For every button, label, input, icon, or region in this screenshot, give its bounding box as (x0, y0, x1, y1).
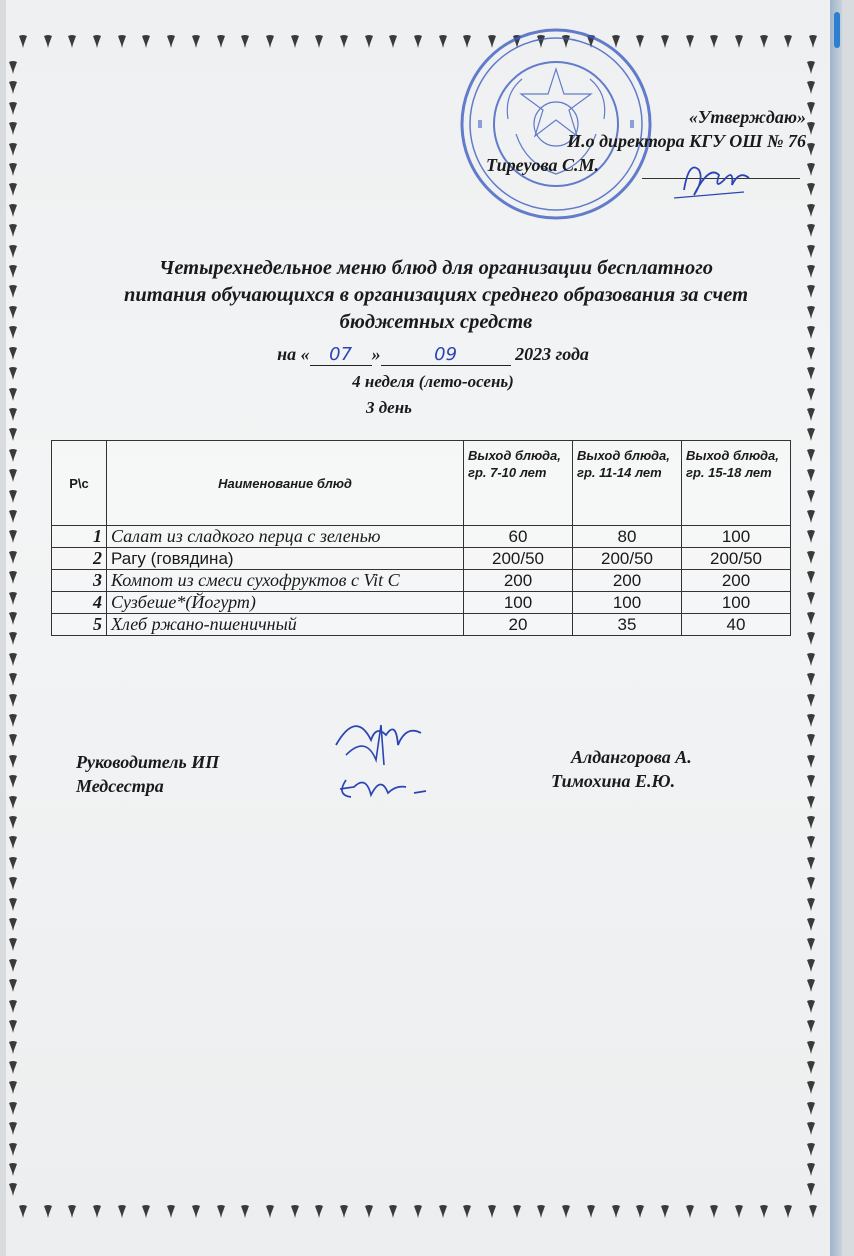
border-ornament-icon (806, 468, 816, 483)
border-ornament-icon (808, 34, 818, 49)
border-ornament-icon (166, 34, 176, 49)
binder-edge (830, 0, 842, 1256)
border-ornament-icon (8, 284, 18, 299)
dish-name: Хлеб ржано-пшеничный (107, 614, 464, 636)
border-ornament-icon (806, 223, 816, 238)
border-ornament-icon (265, 1204, 275, 1219)
border-ornament-icon (8, 1019, 18, 1034)
yield-7-10: 100 (464, 592, 573, 614)
border-ornament-icon (806, 121, 816, 136)
border-ornament-icon (265, 34, 275, 49)
table-row (52, 614, 791, 636)
border-ornament-icon (339, 1204, 349, 1219)
border-ornament-icon (8, 468, 18, 483)
border-ornament-icon (806, 1060, 816, 1075)
table-row (52, 570, 791, 592)
border-ornament-icon (806, 672, 816, 687)
border-ornament-icon (8, 1121, 18, 1136)
row-num: 5 (52, 614, 107, 636)
border-ornament-icon (290, 34, 300, 49)
border-ornament-icon (806, 631, 816, 646)
border-ornament-icon (709, 34, 719, 49)
border-ornament-icon (438, 1204, 448, 1219)
border-ornament-icon (734, 34, 744, 49)
border-ornament-icon (806, 591, 816, 606)
border-ornament-icon (806, 856, 816, 871)
border-ornament-icon (8, 693, 18, 708)
border-ornament-icon (808, 1204, 818, 1219)
border-ornament-icon (8, 60, 18, 75)
dish-name: Сузбеше*(Йогурт) (107, 592, 464, 614)
date-prefix: на « (277, 344, 310, 364)
yield-7-10: 20 (464, 614, 573, 636)
dish-name: Салат из сладкого перца с зеленью (107, 526, 464, 548)
border-ornament-icon (806, 509, 816, 524)
border-ornament-icon (191, 1204, 201, 1219)
border-ornament-icon (8, 550, 18, 565)
border-ornament-icon (8, 1080, 18, 1095)
border-ornament-icon (364, 34, 374, 49)
border-ornament-icon (117, 34, 127, 49)
border-ornament-icon (660, 34, 670, 49)
border-ornament-icon (141, 1204, 151, 1219)
border-ornament-icon (806, 1019, 816, 1034)
border-ornament-icon (806, 570, 816, 585)
day-label: 3 день (366, 398, 412, 417)
menu-table (51, 440, 791, 636)
signatories-roles (76, 750, 219, 798)
border-ornament-icon (8, 142, 18, 157)
border-ornament-icon (8, 101, 18, 116)
title-line-1: Четырехнедельное меню блюд для организации бесплатного (158, 257, 714, 279)
director-signature (664, 150, 764, 208)
border-ornament-icon (611, 1204, 621, 1219)
name-manager: Алдангорова А. (571, 747, 692, 767)
yield-11-14: 80 (573, 526, 682, 548)
yield-15-18: 40 (682, 614, 791, 636)
yield-7-10: 60 (464, 526, 573, 548)
border-ornament-icon (783, 1204, 793, 1219)
border-ornament-icon (512, 1204, 522, 1219)
border-ornament-icon (806, 489, 816, 504)
border-ornament-icon (8, 1101, 18, 1116)
date-mid: » (371, 344, 381, 364)
border-ornament-icon (806, 182, 816, 197)
border-ornament-icon (8, 754, 18, 769)
border-ornament-icon (216, 34, 226, 49)
border-ornament-icon (806, 1182, 816, 1197)
border-ornament-icon (43, 34, 53, 49)
border-ornament-icon (388, 34, 398, 49)
border-ornament-icon (8, 733, 18, 748)
yield-11-14: 35 (573, 614, 682, 636)
border-ornament-icon (8, 448, 18, 463)
border-ornament-icon (806, 835, 816, 850)
border-ornament-icon (806, 80, 816, 95)
border-ornament-icon (8, 815, 18, 830)
border-ornament-icon (413, 34, 423, 49)
border-ornament-icon (660, 1204, 670, 1219)
table-row (52, 548, 791, 570)
border-ornament-icon (806, 978, 816, 993)
border-ornament-icon (92, 34, 102, 49)
border-ornament-icon (8, 611, 18, 626)
border-ornament-icon (806, 1162, 816, 1177)
border-ornament-icon (8, 529, 18, 544)
ornament-border-top (18, 34, 818, 54)
table-row (52, 592, 791, 614)
border-ornament-icon (806, 611, 816, 626)
title-line-2: питания обучающихся в организациях среднего образования за счет (123, 284, 749, 306)
border-ornament-icon (117, 1204, 127, 1219)
border-ornament-icon (314, 1204, 324, 1219)
date-day: 07 (310, 344, 372, 366)
title-line-3: бюджетных средств (339, 311, 533, 333)
dish-name: Компот из смеси сухофруктов с Vit C (107, 570, 464, 592)
border-ornament-icon (8, 264, 18, 279)
border-ornament-icon (561, 1204, 571, 1219)
border-ornament-icon (67, 34, 77, 49)
border-ornament-icon (806, 876, 816, 891)
border-ornament-icon (806, 958, 816, 973)
border-ornament-icon (806, 162, 816, 177)
yield-15-18: 200 (682, 570, 791, 592)
yield-15-18: 100 (682, 592, 791, 614)
border-ornament-icon (806, 937, 816, 952)
border-ornament-icon (8, 876, 18, 891)
border-ornament-icon (806, 733, 816, 748)
border-ornament-icon (216, 1204, 226, 1219)
approval-name: Тиреуова С.М. (486, 155, 599, 175)
border-ornament-icon (8, 489, 18, 504)
border-ornament-icon (8, 999, 18, 1014)
border-ornament-icon (806, 427, 816, 442)
yield-15-18: 200/50 (682, 548, 791, 570)
name-nurse: Тимохина Е.Ю. (551, 771, 676, 791)
border-ornament-icon (8, 121, 18, 136)
border-ornament-icon (240, 34, 250, 49)
date-line (6, 344, 842, 366)
yield-11-14: 200 (573, 570, 682, 592)
border-ornament-icon (806, 448, 816, 463)
date-year: 2023 года (515, 344, 589, 364)
border-ornament-icon (8, 774, 18, 789)
header-num: Р\с (52, 441, 107, 526)
border-ornament-icon (8, 713, 18, 728)
border-ornament-icon (141, 34, 151, 49)
yield-15-18: 100 (682, 526, 791, 548)
border-ornament-icon (8, 591, 18, 606)
border-ornament-icon (806, 60, 816, 75)
border-ornament-icon (191, 34, 201, 49)
table-row (52, 526, 791, 548)
row-num: 2 (52, 548, 107, 570)
border-ornament-icon (67, 1204, 77, 1219)
border-ornament-icon (536, 1204, 546, 1219)
ornament-border-bottom (18, 1204, 818, 1224)
header-yield-15-18: Выход блюда, гр. 15-18 лет (682, 441, 791, 526)
border-ornament-icon (806, 101, 816, 116)
table-header-row (52, 441, 791, 526)
border-ornament-icon (8, 835, 18, 850)
border-ornament-icon (8, 1162, 18, 1177)
border-ornament-icon (8, 223, 18, 238)
ornament-border-left (8, 60, 22, 1198)
role-manager: Руководитель ИП (76, 752, 220, 772)
yield-11-14: 100 (573, 592, 682, 614)
border-ornament-icon (806, 713, 816, 728)
border-ornament-icon (8, 652, 18, 667)
border-ornament-icon (8, 1182, 18, 1197)
border-ornament-icon (240, 1204, 250, 1219)
border-ornament-icon (364, 1204, 374, 1219)
ornament-border-right (806, 60, 820, 1198)
row-num: 4 (52, 592, 107, 614)
border-ornament-icon (8, 631, 18, 646)
border-ornament-icon (806, 897, 816, 912)
border-ornament-icon (8, 570, 18, 585)
border-ornament-icon (685, 1204, 695, 1219)
border-ornament-icon (43, 1204, 53, 1219)
border-ornament-icon (8, 182, 18, 197)
border-ornament-icon (806, 693, 816, 708)
border-ornament-icon (759, 1204, 769, 1219)
header-yield-7-10: Выход блюда, гр. 7-10 лет (464, 441, 573, 526)
border-ornament-icon (8, 1142, 18, 1157)
border-ornament-icon (92, 1204, 102, 1219)
border-ornament-icon (8, 1040, 18, 1055)
border-ornament-icon (487, 1204, 497, 1219)
border-ornament-icon (806, 1101, 816, 1116)
border-ornament-icon (339, 34, 349, 49)
border-ornament-icon (806, 1142, 816, 1157)
border-ornament-icon (8, 407, 18, 422)
border-ornament-icon (734, 1204, 744, 1219)
border-ornament-icon (783, 34, 793, 49)
border-ornament-icon (290, 1204, 300, 1219)
border-ornament-icon (462, 1204, 472, 1219)
border-ornament-icon (8, 897, 18, 912)
border-ornament-icon (8, 244, 18, 259)
border-ornament-icon (806, 1121, 816, 1136)
document-page (6, 0, 842, 1256)
border-ornament-icon (806, 142, 816, 157)
border-ornament-icon (685, 34, 695, 49)
border-ornament-icon (8, 958, 18, 973)
signatories-names (551, 745, 692, 793)
border-ornament-icon (806, 754, 816, 769)
border-ornament-icon (806, 1040, 816, 1055)
row-num: 1 (52, 526, 107, 548)
dish-name: Рагу (говядина) (107, 548, 464, 570)
border-ornament-icon (586, 1204, 596, 1219)
border-ornament-icon (8, 203, 18, 218)
border-ornament-icon (8, 509, 18, 524)
border-ornament-icon (806, 1080, 816, 1095)
border-ornament-icon (8, 1060, 18, 1075)
border-ornament-icon (8, 978, 18, 993)
border-ornament-icon (438, 34, 448, 49)
border-ornament-icon (806, 529, 816, 544)
yield-11-14: 200/50 (573, 548, 682, 570)
border-ornament-icon (8, 325, 18, 340)
border-ornament-icon (806, 550, 816, 565)
border-ornament-icon (635, 1204, 645, 1219)
border-ornament-icon (8, 917, 18, 932)
border-ornament-icon (18, 34, 28, 49)
border-ornament-icon (8, 856, 18, 871)
border-ornament-icon (8, 427, 18, 442)
border-ornament-icon (806, 774, 816, 789)
border-ornament-icon (806, 652, 816, 667)
border-ornament-icon (806, 999, 816, 1014)
header-dish-name: Наименование блюд (107, 441, 464, 526)
border-ornament-icon (806, 407, 816, 422)
role-nurse: Медсестра (76, 776, 164, 796)
border-ornament-icon (388, 1204, 398, 1219)
border-ornament-icon (8, 305, 18, 320)
border-ornament-icon (8, 162, 18, 177)
border-ornament-icon (806, 917, 816, 932)
date-month: 09 (381, 344, 511, 366)
border-ornament-icon (8, 937, 18, 952)
border-ornament-icon (18, 1204, 28, 1219)
approval-title: «Утверждаю» (688, 107, 806, 127)
header-yield-11-14: Выход блюда, гр. 11-14 лет (573, 441, 682, 526)
border-ornament-icon (166, 1204, 176, 1219)
border-ornament-icon (413, 1204, 423, 1219)
border-ornament-icon (314, 34, 324, 49)
border-ornament-icon (806, 203, 816, 218)
yield-7-10: 200 (464, 570, 573, 592)
border-ornament-icon (806, 815, 816, 830)
yield-7-10: 200/50 (464, 548, 573, 570)
approval-position: И.о директора КГУ ОШ № 76 (567, 131, 806, 151)
border-ornament-icon (8, 795, 18, 810)
week-label: 4 неделя (лето-осень) (352, 372, 514, 391)
border-ornament-icon (806, 795, 816, 810)
handwritten-signatures (326, 715, 436, 810)
border-ornament-icon (709, 1204, 719, 1219)
border-ornament-icon (8, 672, 18, 687)
document-title (46, 255, 826, 336)
border-ornament-icon (8, 80, 18, 95)
row-num: 3 (52, 570, 107, 592)
border-ornament-icon (759, 34, 769, 49)
